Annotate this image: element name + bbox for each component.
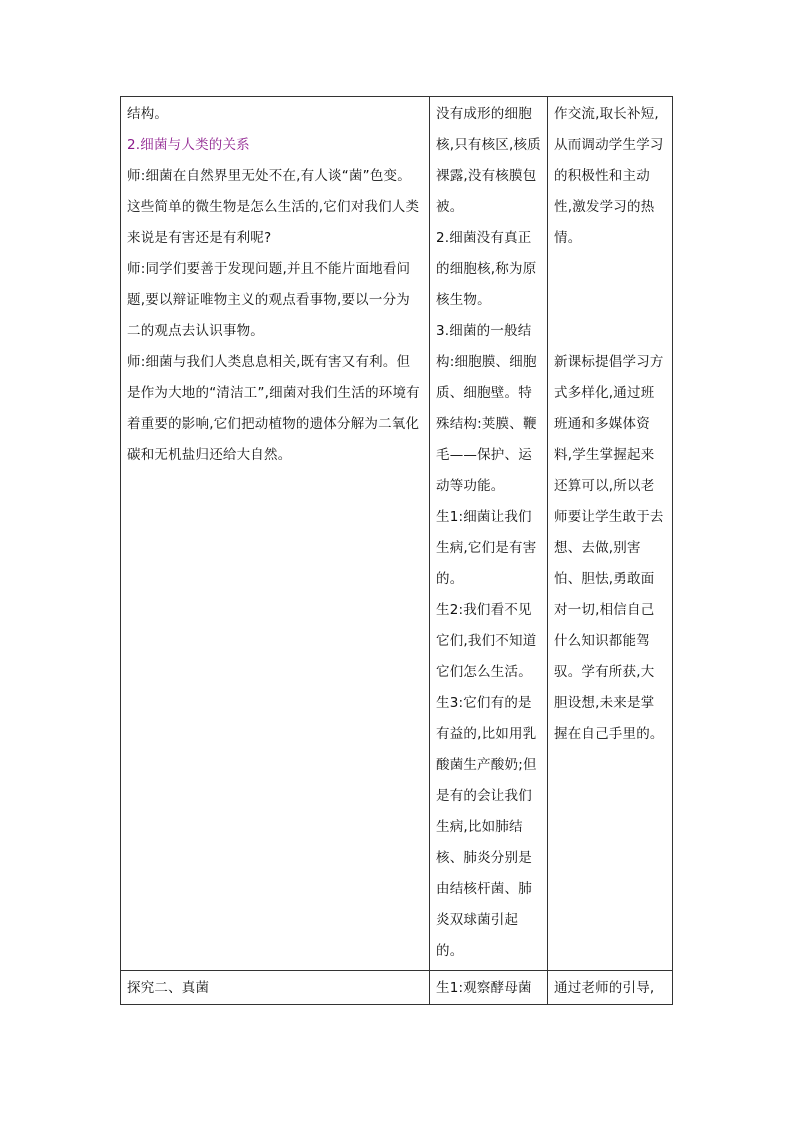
paragraph-nucleus: 没有成形的细胞核,只有核区,核质裸露,没有核膜包被。 — [436, 106, 541, 215]
paragraph-observe-yeast: 生1:观察酵母菌 — [436, 980, 532, 996]
student-activity-cell — [430, 971, 548, 1005]
design-intent-cell — [548, 971, 673, 1005]
paragraph-student-1: 生1:细菌让我们生病,它们是有害的。 — [436, 509, 537, 587]
paragraph-intent-1: 作交流,取长补短,从而调动学生学习的积极性和主动性,激发学习的热情。 — [554, 106, 664, 246]
teacher-activity-cell — [121, 971, 430, 1005]
paragraph-intent-2: 新课标提倡学习方式多样化,通过班班通和多媒体资料,学生掌握起来还算可以,所以老师要让学生敢于去想、去做,别害怕、胆怯,勇敢面对一切,相信自己什么知识都能驾驭。学有所获,大胆设想,未来是掌握在自己手里的。 — [554, 354, 664, 742]
table-row — [121, 971, 673, 1005]
paragraph-teacher-3: 师:细菌与我们人类息息相关,既有害又有利。但是作为大地的“清洁工”,细菌对我们生活的环境有着重要的影响,它们把动植物的遗体分解为二氧化碳和无机盐归还给大自然。 — [127, 354, 420, 463]
teacher-activity-cell — [121, 97, 430, 971]
paragraph-structure-details: 3.细菌的一般结构:细胞膜、细胞质、细胞壁。特殊结构:荚膜、鞭毛——保护、运动等功能。 — [436, 323, 537, 494]
paragraph-student-2: 生2:我们看不见它们,我们不知道它们怎么生活。 — [436, 602, 537, 680]
paragraph-prokaryote: 2.细菌没有真正的细胞核,称为原核生物。 — [436, 230, 537, 308]
paragraph-student-3: 生3:它们有的是有益的,比如用乳酸菌生产酸奶;但是有的会让我们生病,比如肺结核、肺炎分别是由结核杆菌、肺炎双球菌引起的。 — [436, 695, 537, 959]
section-heading: 2.细菌与人类的关系 — [127, 137, 250, 153]
design-intent-cell — [548, 97, 673, 971]
section-title-fungi: 探究二、真菌 — [127, 980, 210, 996]
table-row — [121, 97, 673, 971]
paragraph-teacher-1: 师:细菌在自然界里无处不在,有人谈“菌”色变。这些简单的微生物是怎么生活的,它们对我们人类来说是有害还是有利呢? — [127, 168, 420, 246]
paragraph-structure: 结构。 — [127, 106, 169, 122]
lesson-plan-table — [120, 96, 673, 1005]
paragraph-teacher-2: 师:同学们要善于发现问题,并且不能片面地看问题,要以辩证唯物主义的观点看事物,要以一分为二的观点去认识事物。 — [127, 261, 411, 339]
student-activity-cell — [430, 97, 548, 971]
paragraph-teacher-guidance: 通过老师的引导, — [554, 980, 655, 996]
